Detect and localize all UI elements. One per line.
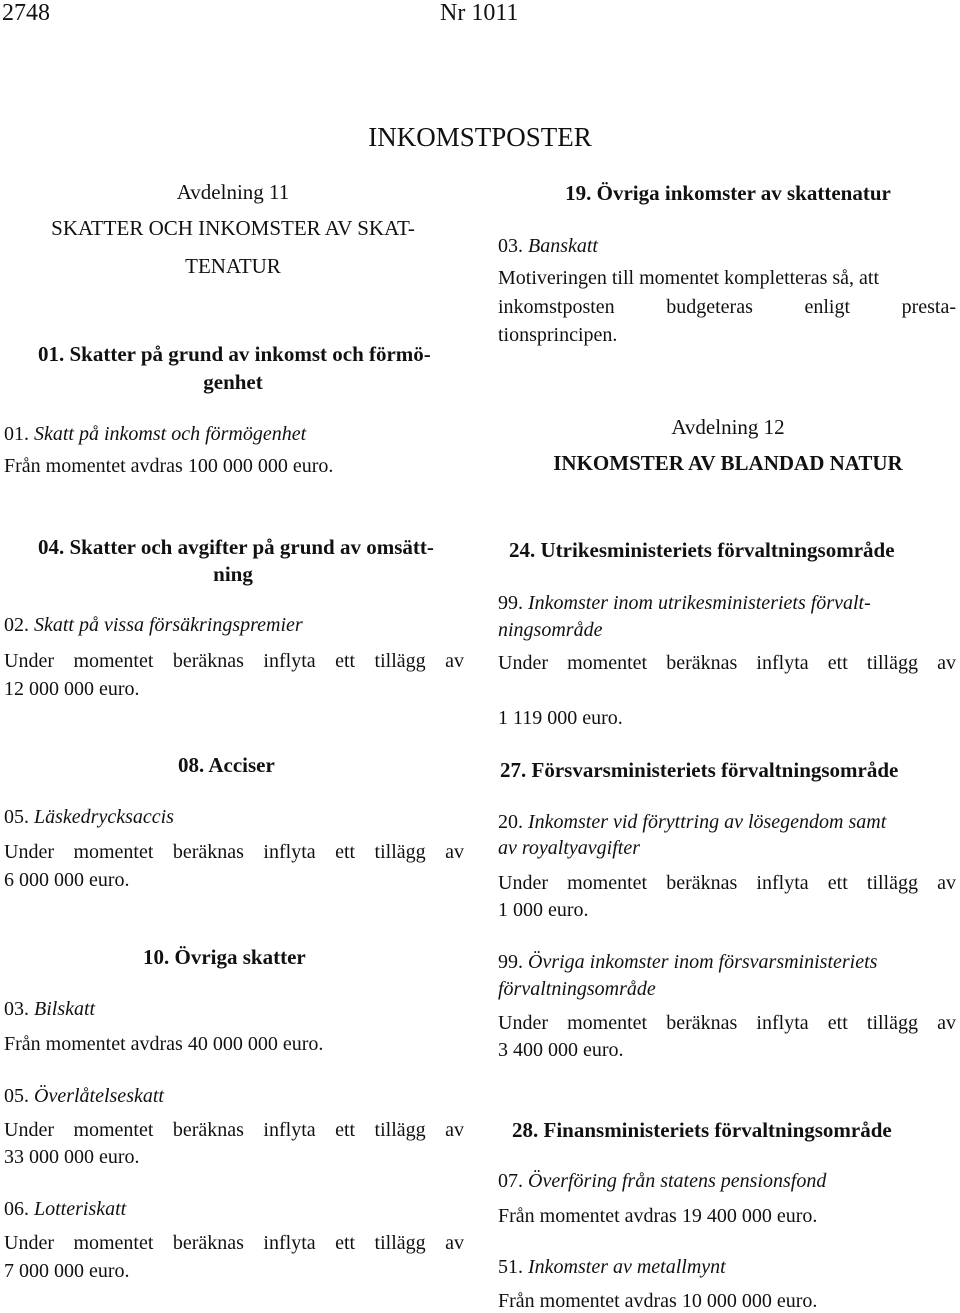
section-label-12: Avdelning 12 [671, 415, 785, 439]
item-99-forsvar-line1: Under momentet beräknas inflyta ett tillägg av [498, 1012, 956, 1034]
chapter-08: 08. Acciser [178, 753, 275, 777]
item-number: 99. [498, 951, 523, 973]
item-99-forsvar [498, 951, 877, 974]
item-03-banskatt [498, 235, 598, 258]
item-number: 03. [498, 235, 523, 257]
item-name: Inkomster av metallmynt [528, 1256, 726, 1278]
item-number: 03. [4, 998, 29, 1020]
item-number: 05. [4, 806, 29, 828]
item-number: 07. [498, 1170, 523, 1192]
item-name: Överlåtelseskatt [34, 1085, 164, 1107]
chapter-19: 19. Övriga inkomster av skattenatur [565, 181, 891, 205]
item-number: 01. [4, 423, 29, 445]
item-number: 05. [4, 1085, 29, 1107]
item-number: 99. [498, 592, 523, 614]
item-name: Läskedrycksaccis [34, 806, 174, 828]
chapter-27: 27. Försvarsministeriets förvaltningsområde [500, 758, 899, 782]
item-02-line1: Under momentet beräknas inflyta ett tillägg av [4, 650, 464, 672]
item-05-overlatelse-line1: Under momentet beräknas inflyta ett tillägg av [4, 1119, 464, 1141]
item-03-line1: Motiveringen till momentet kompletteras så, att [498, 267, 880, 289]
item-03-bilskatt-line1: Från momentet avdras 40 000 000 euro. [4, 1033, 324, 1055]
chapter-01: 01. Skatter på grund av inkomst och förmö- [38, 342, 431, 366]
item-01 [4, 423, 306, 446]
chapter-04-cont: ning [213, 562, 253, 586]
section-title-11: SKATTER OCH INKOMSTER AV SKAT- [51, 216, 415, 240]
item-name: Bilskatt [34, 998, 96, 1020]
item-name: Inkomster inom utrikesministeriets förvalt- [528, 592, 871, 614]
item-05-laskedryck [4, 806, 174, 829]
item-03-line2: inkomstposten budgeteras enligt presta- [498, 296, 956, 318]
item-number: 51. [498, 1256, 523, 1278]
item-07-line1: Från momentet avdras 19 400 000 euro. [498, 1205, 818, 1227]
item-number: 20. [498, 811, 523, 833]
item-20 [498, 811, 886, 834]
chapter-04: 04. Skatter och avgifter på grund av omsätt- [38, 535, 434, 559]
item-06-line1: Under momentet beräknas inflyta ett tillägg av [4, 1232, 464, 1254]
item-02 [4, 614, 303, 637]
item-99-utr-line1: Under momentet beräknas inflyta ett tillägg av [498, 652, 956, 674]
item-06-line2: 7 000 000 euro. [4, 1260, 130, 1282]
section-label-11: Avdelning 11 [176, 180, 290, 204]
page-title: INKOMSTPOSTER [368, 122, 592, 152]
item-99-utr [498, 592, 871, 615]
chapter-10: 10. Övriga skatter [143, 945, 306, 969]
item-name: Lotteriskatt [34, 1198, 127, 1220]
item-07 [498, 1170, 826, 1193]
item-number: 06. [4, 1198, 29, 1220]
item-05-overlatelse-line2: 33 000 000 euro. [4, 1146, 140, 1168]
item-99-utr-line2: 1 119 000 euro. [498, 707, 623, 729]
item-03-bilskatt [4, 998, 95, 1021]
chapter-24: 24. Utrikesministeriets förvaltningsområde [509, 538, 895, 562]
item-name: Överföring från statens pensionsfond [528, 1170, 827, 1192]
item-51-line1: Från momentet avdras 10 000 000 euro. [498, 1290, 818, 1312]
item-99-forsvar-line2: 3 400 000 euro. [498, 1039, 624, 1061]
item-20-line1: Under momentet beräknas inflyta ett tillägg av [498, 872, 956, 894]
item-01-text: Från momentet avdras 100 000 000 euro. [4, 455, 334, 477]
item-name: Skatt på inkomst och förmögenhet [34, 423, 307, 445]
item-number: 02. [4, 614, 29, 636]
item-name: Övriga inkomster inom försvarsministeriets [528, 951, 878, 973]
item-name: Inkomster vid föryttring av lösegendom samt [528, 811, 887, 833]
item-20-name-cont: av royaltyavgifter [498, 837, 640, 859]
item-name: Skatt på vissa försäkringspremier [34, 614, 303, 636]
item-99-forsvar-name-cont: förvaltningsområde [498, 978, 656, 1000]
item-05-line2: 6 000 000 euro. [4, 869, 130, 891]
item-02-line2: 12 000 000 euro. [4, 678, 140, 700]
item-name: Banskatt [528, 235, 598, 257]
item-06-lotteriskatt [4, 1198, 126, 1221]
section-title-12: INKOMSTER AV BLANDAD NATUR [553, 451, 903, 475]
issue-number: Nr 1011 [440, 0, 519, 26]
chapter-28: 28. Finansministeriets förvaltningsområde [512, 1118, 892, 1142]
section-title-11-cont: TENATUR [185, 254, 281, 278]
item-05-line1: Under momentet beräknas inflyta ett tillägg av [4, 841, 464, 863]
item-05-overlatelse [4, 1085, 164, 1108]
page-number: 2748 [2, 0, 50, 26]
item-03-line3: tionsprincipen. [498, 324, 618, 346]
item-51 [498, 1256, 726, 1279]
item-99-utr-name-cont: ningsområde [498, 619, 603, 641]
item-20-line2: 1 000 euro. [498, 899, 589, 921]
chapter-01-cont: genhet [203, 370, 263, 394]
